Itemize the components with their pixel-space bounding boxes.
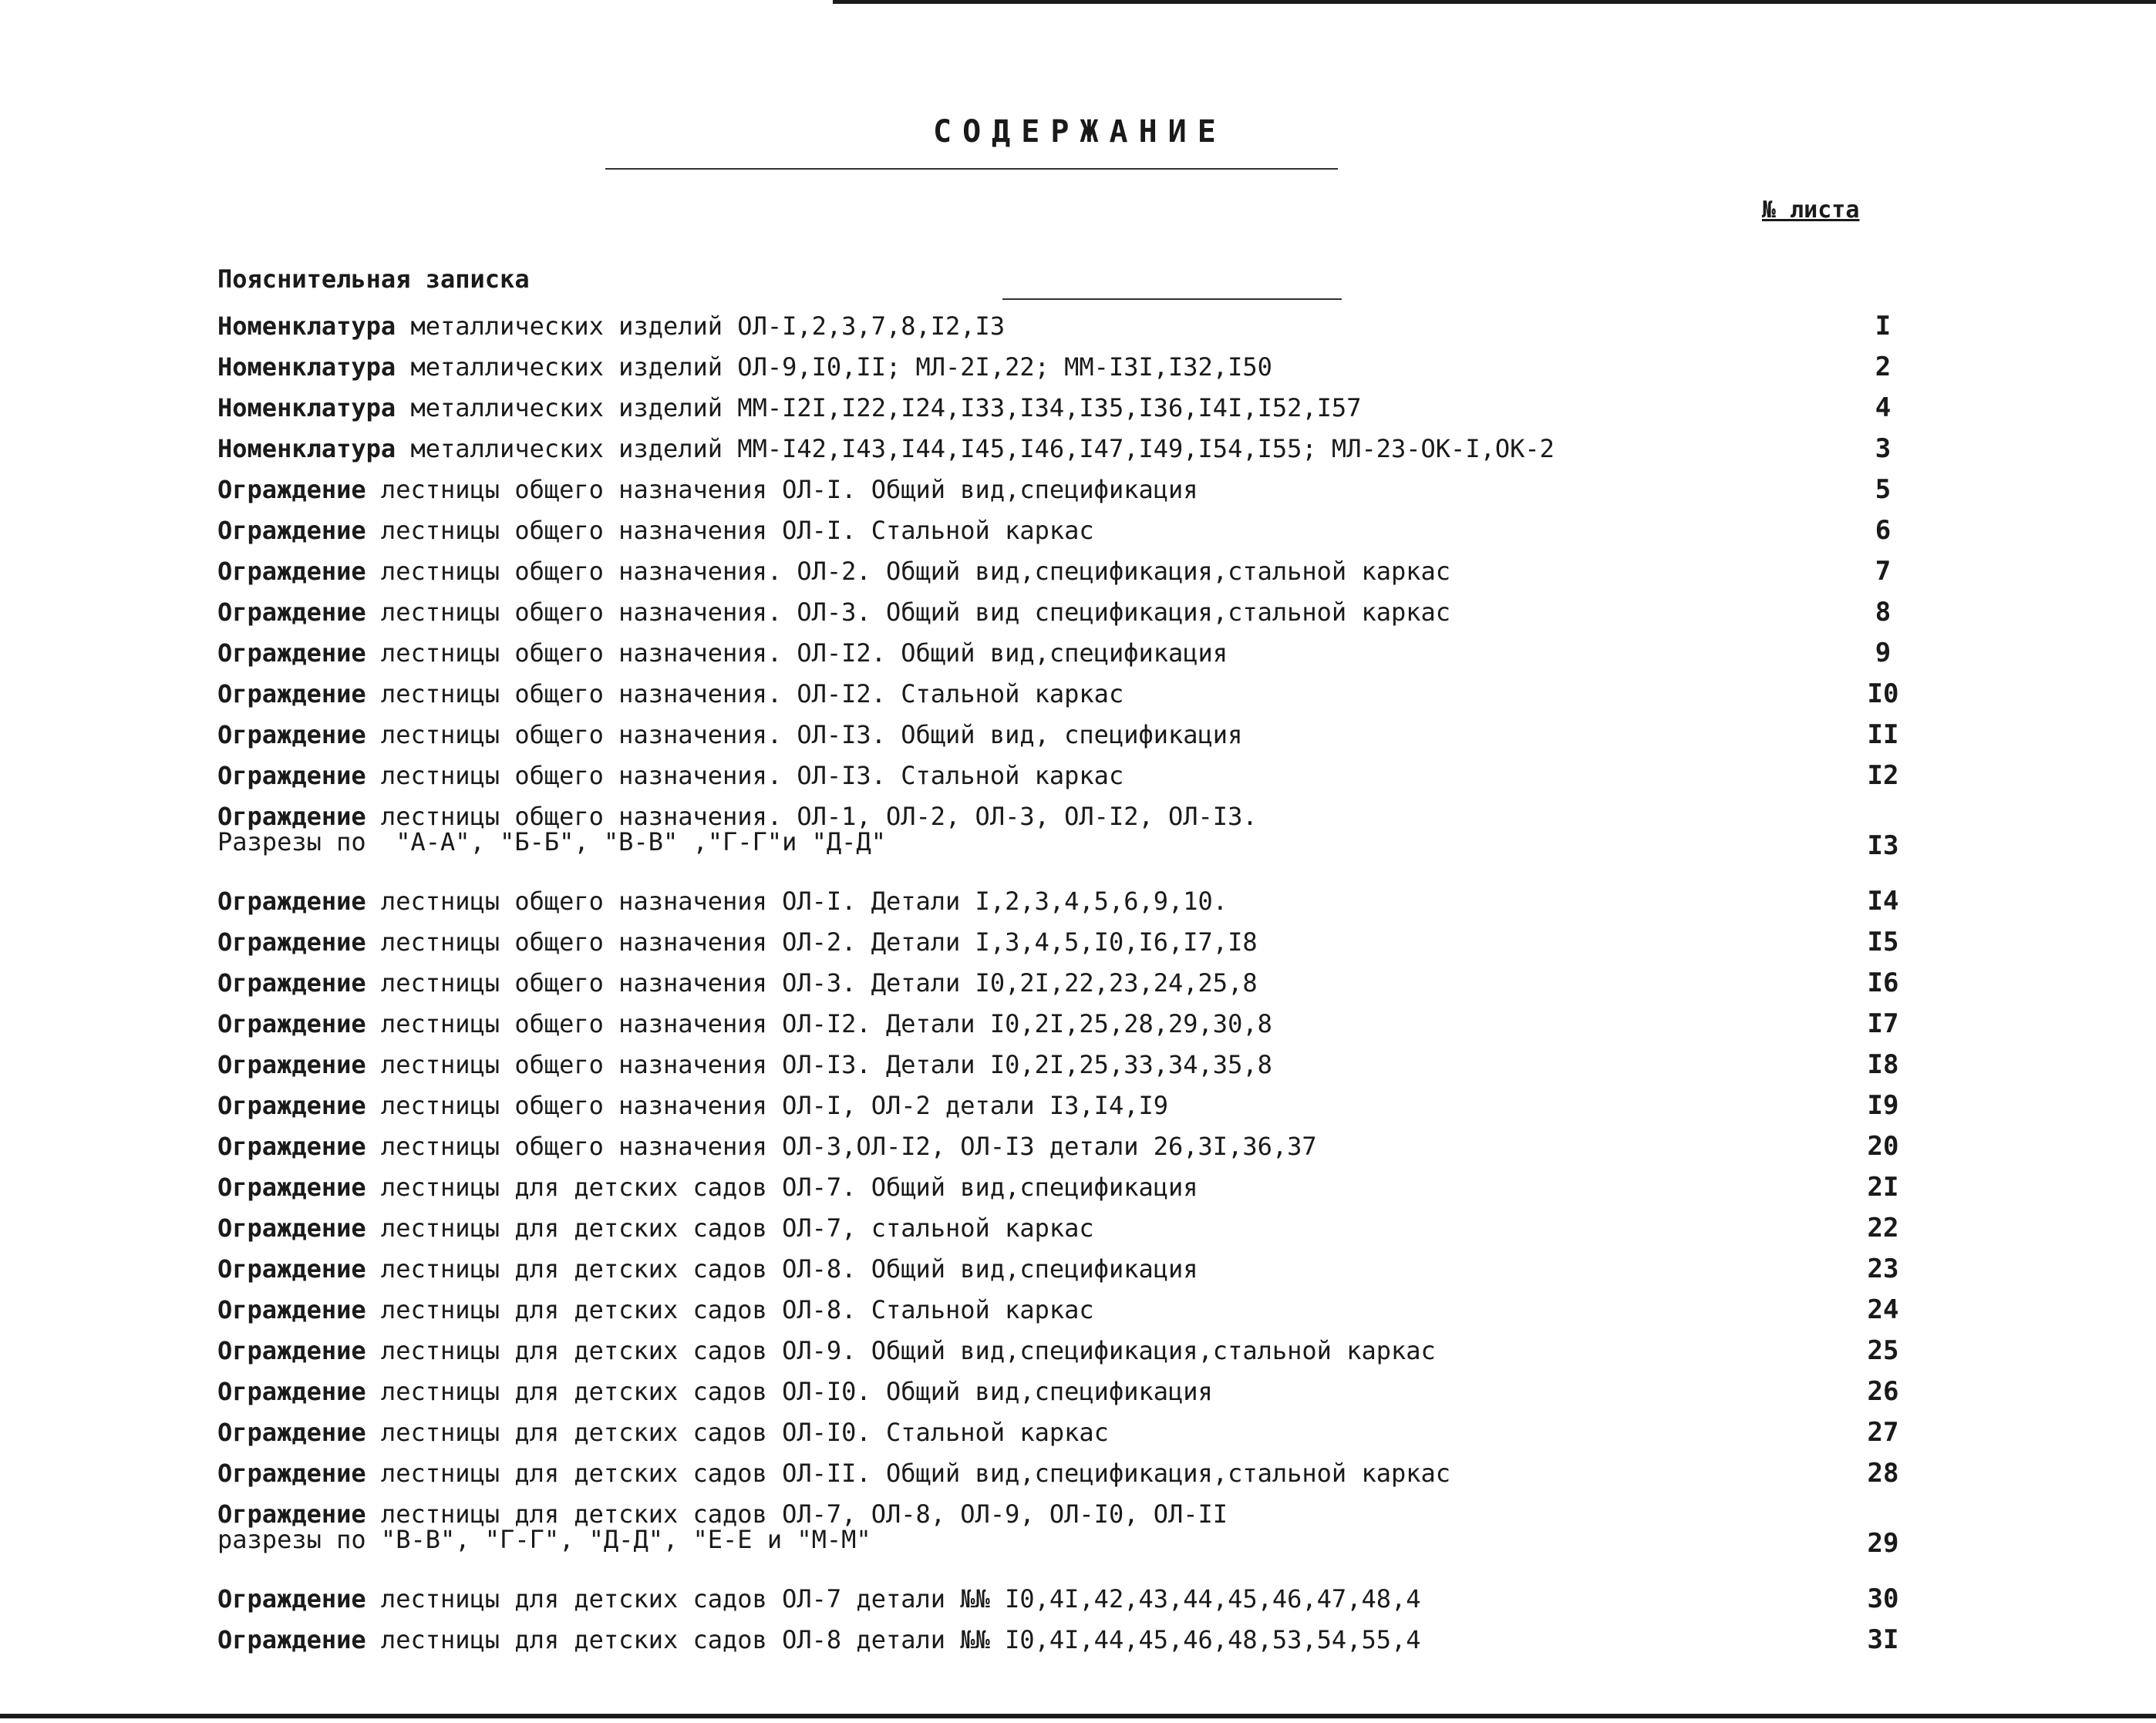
toc-page-number: I [1875,311,1892,342]
toc-entry-title: металлических изделий ММ-I42,I43,I44,I45,I46,I47,I49,I54,I55; МЛ-23-ОК-I,ОК-2 [396,434,1555,463]
toc-entry-lead: Ограждение [217,557,366,586]
toc-row [217,513,1929,551]
toc-entry-text [217,965,1258,1001]
toc-entry-lead: Ограждение [217,927,366,957]
toc-page-number: 28 [1867,1458,1899,1489]
toc-entry-lead: Ограждение [217,1336,366,1365]
toc-entry-title: металлических изделий ОЛ-I,2,3,7,8,I2,I3 [396,311,1006,341]
toc-page-number: 2I [1867,1172,1899,1203]
toc-entry-title: лестницы общего назначения ОЛ-I. Общий вид,спецификация [366,475,1198,504]
toc-entry-text [217,1210,1094,1246]
toc-page-number: 24 [1867,1294,1899,1325]
toc-page-number: I5 [1867,927,1899,957]
toc-entry-text [217,883,1228,919]
toc-row [217,1047,1929,1085]
toc-page-number: 25 [1867,1335,1899,1366]
toc-entry-title: лестницы общего назначения ОЛ-I, ОЛ-2 детали I3,I4,I9 [366,1091,1168,1120]
toc-entry-text [217,1415,1109,1450]
toc-entry-title-continued: разрезы по "В-В", "Г-Г", "Д-Д", "Е-Е и "М-М" [217,1525,871,1554]
toc-page-number: 3I [1867,1624,1899,1655]
toc-page-number: 9 [1875,638,1892,668]
toc-entry-lead: Ограждение [217,802,366,831]
toc-entry-lead: Ограждение [217,638,366,668]
toc-entry-title: лестницы общего назначения. ОЛ-I2. Общий вид,спецификация [366,638,1228,668]
toc-entry-text [217,431,1555,466]
toc-page-number: 3 [1875,433,1892,464]
toc-entry-lead: Ограждение [217,968,366,998]
toc-page-number: 6 [1875,515,1892,546]
toc-page-number: 7 [1875,556,1892,587]
toc-row [217,1374,1929,1412]
toc-entry-title: металлических изделий ММ-I2I,I22,I24,I33,I34,I35,I36,I4I,I52,I57 [396,393,1362,422]
toc-entry-lead: Номенклатура [217,393,396,422]
toc-entry-lead: Ограждение [217,1295,366,1324]
toc-entry-lead: Ограждение [217,1173,366,1202]
toc-entry-lead: Ограждение [217,1091,366,1120]
toc-entry-title: лестницы для детских садов ОЛ-9. Общий вид,спецификация,стальной каркас [366,1336,1436,1365]
toc-entry-title: лестницы общего назначения. ОЛ-I2. Стальной каркас [366,679,1124,708]
toc-entry-title: лестницы для детских садов ОЛ-I0. Общий вид,спецификация [366,1377,1213,1406]
toc-entry-title: лестницы для детских садов ОЛ-II. Общий вид,спецификация,стальной каркас [366,1459,1451,1488]
toc-entry-lead: Ограждение [217,1584,366,1614]
toc-row [217,1292,1929,1331]
toc-page-number: 22 [1867,1213,1899,1243]
toc-entry-title: металлических изделий ОЛ-9,I0,II; МЛ-2I,22; ММ-I3I,I32,I50 [396,352,1272,382]
toc-row [217,1581,1929,1620]
toc-page-number: I9 [1867,1090,1899,1121]
toc-page-number: I3 [1867,830,1899,861]
toc-page-number: 5 [1875,474,1892,505]
toc-entry-title: лестницы для детских садов ОЛ-7. Общий вид,спецификация [366,1173,1198,1202]
toc-entry-title: лестницы общего назначения ОЛ-I2. Детали I0,2I,25,28,29,30,8 [366,1009,1272,1038]
toc-row [217,965,1929,1004]
toc-entry-text [217,1047,1272,1082]
toc-entry-text [217,349,1272,385]
toc-row [217,1496,1929,1559]
toc-entry-title: лестницы для детских садов ОЛ-I0. Стальной каркас [366,1418,1109,1447]
toc-page-number: 20 [1867,1131,1899,1162]
toc-entry-text [217,758,1123,793]
toc-entry-lead: Ограждение [217,720,366,749]
toc-page-number: I4 [1867,886,1899,917]
toc-entry-title: лестницы для детских садов ОЛ-7, ОЛ-8, ОЛ-9, ОЛ-I0, ОЛ-II [366,1499,1228,1529]
toc-entry-title: лестницы для детских садов ОЛ-8 детали №№ I0,4I,44,45,46,48,53,54,55,4 [366,1625,1421,1654]
toc-page-number: 29 [1867,1528,1899,1559]
toc-page-number: 27 [1867,1417,1899,1448]
toc-entry-text [217,1622,1421,1657]
toc-page-number: 26 [1867,1376,1899,1407]
bottom-border-line [0,1714,2156,1718]
toc-entry-text [217,1251,1198,1287]
toc-row [217,924,1929,963]
toc-entry-title: лестницы общего назначения ОЛ-I3. Детали I0,2I,25,33,34,35,8 [366,1050,1272,1079]
toc-entry-lead: Ограждение [217,679,366,708]
toc-row [217,758,1929,796]
toc-entry-lead: Номенклатура [217,352,396,382]
toc-entry-lead: Номенклатура [217,434,396,463]
toc-entry-lead: Номенклатура [217,311,396,341]
toc-row [217,799,1929,861]
toc-entry-lead: Ограждение [217,1625,366,1654]
toc-row [217,1251,1929,1290]
toc-entry-title: лестницы общего назначения ОЛ-3. Детали I0,2I,22,23,24,25,8 [366,968,1258,998]
toc-entry-title: лестницы общего назначения. ОЛ-I3. Стальной каркас [366,761,1124,790]
toc-entry-lead: Ограждение [217,1254,366,1284]
toc-entry-text [217,1374,1213,1409]
toc-entry-text [217,308,1005,344]
toc-entry-title: лестницы общего назначения ОЛ-2. Детали I,3,4,5,I0,I6,I7,I8 [366,927,1258,957]
toc-entry-text [217,390,1361,426]
toc-entry-title: лестницы для детских садов ОЛ-7 детали №№ I0,4I,42,43,44,45,46,47,48,4 [366,1584,1421,1614]
toc-row [217,1455,1929,1494]
toc-entry-text [217,1455,1450,1491]
toc-entry-text [217,1129,1317,1164]
toc-entry-title: лестницы общего назначения ОЛ-I. Стальной каркас [366,516,1094,545]
toc-entry-text [217,1006,1272,1042]
toc-entry-lead: Ограждение [217,887,366,916]
document-title: СОДЕРЖАНИЕ [933,114,1227,150]
toc-row [217,554,1929,592]
toc-page-number: 23 [1867,1254,1899,1284]
toc-page-number: II [1867,719,1899,750]
title-underline [605,168,1338,170]
toc-row [217,635,1929,674]
toc-entry-text [217,554,1450,589]
toc-row [217,1622,1929,1661]
toc-entry-text [217,676,1123,712]
toc-entry-title: лестницы общего назначения ОЛ-I. Детали I,2,3,4,5,6,9,10. [366,887,1228,916]
toc-page-number: 8 [1875,597,1892,628]
toc-row [217,1210,1929,1249]
toc-row [217,1006,1929,1045]
toc-entry-text [217,472,1198,507]
toc-entry-title: лестницы для детских садов ОЛ-8. Стальной каркас [366,1295,1094,1324]
toc-row [217,594,1929,633]
toc-entry-lead: Ограждение [217,1499,366,1529]
toc-entry-text [217,924,1258,960]
toc-row [217,883,1929,922]
toc-entry-title: лестницы для детских садов ОЛ-7, стальной каркас [366,1213,1094,1243]
toc-entry-lead: Ограждение [217,1459,366,1488]
toc-entry-lead: Ограждение [217,1132,366,1161]
toc-entry-title: лестницы для детских садов ОЛ-8. Общий вид,спецификация [366,1254,1198,1284]
toc-entry-lead: Ограждение [217,1377,366,1406]
toc-entry-lead: Ограждение [217,516,366,545]
toc-page-number: I2 [1867,760,1899,791]
toc-entry-text [217,1169,1198,1205]
toc-page-number: I6 [1867,968,1899,998]
toc-entry-text [217,1088,1168,1123]
toc-entry-title-continued: Разрезы по "А-А", "Б-Б", "В-В" ,"Г-Г"и "Д-Д" [217,827,886,856]
toc-page-number: 2 [1875,352,1892,382]
toc-entry-lead: Ограждение [217,1213,366,1243]
toc-entry-title: лестницы общего назначения. ОЛ-1, ОЛ-2, ОЛ-3, ОЛ-I2, ОЛ-I3. [366,802,1258,831]
toc-entry-lead: Ограждение [217,761,366,790]
toc-page-number: I7 [1867,1008,1899,1039]
toc-entry-text [217,717,1242,752]
toc-entry-lead: Ограждение [217,597,366,627]
toc-row [217,676,1929,715]
toc-page-number: I8 [1867,1049,1899,1080]
toc-entry-title: лестницы общего назначения. ОЛ-3. Общий вид спецификация,стальной каркас [366,597,1451,627]
toc-page-number: 4 [1875,392,1892,423]
toc-entry-lead: Ограждение [217,1050,366,1079]
toc-row [217,308,1929,347]
toc-entry-lead: Ограждение [217,475,366,504]
toc-entry-lead: Ограждение [217,1009,366,1038]
toc-entry-text [217,1333,1436,1368]
toc-row [217,1129,1929,1167]
toc-row [217,472,1929,510]
toc-row [217,1415,1929,1453]
toc-row [217,1333,1929,1371]
toc-row [217,390,1929,429]
toc-row [217,717,1929,755]
toc-entry-text [217,594,1450,630]
toc-entry-title: лестницы общего назначения. ОЛ-2. Общий вид,спецификация,стальной каркас [366,557,1451,586]
toc-entry-title: лестницы общего назначения. ОЛ-I3. Общий вид, спецификация [366,720,1243,749]
toc-entry-text [217,1581,1421,1617]
toc-entry-text [217,1292,1094,1328]
toc-row [217,349,1929,388]
toc-entry-title: лестницы общего назначения ОЛ-3,ОЛ-I2, ОЛ-I3 детали 26,3I,36,37 [366,1132,1317,1161]
toc-row [217,431,1929,469]
explanatory-note-heading: Пояснительная записка [217,264,530,294]
divider-line [1002,298,1342,300]
toc-entry-text [217,513,1094,548]
sheet-number-header: № листа [1762,197,1860,224]
toc-page-number: 30 [1867,1583,1899,1614]
toc-entry-lead: Ограждение [217,1418,366,1447]
toc-row [217,1169,1929,1208]
toc-entry-text [217,635,1228,671]
toc-page-number: I0 [1867,678,1899,709]
top-border-line [833,0,2156,4]
toc-row [217,1088,1929,1126]
